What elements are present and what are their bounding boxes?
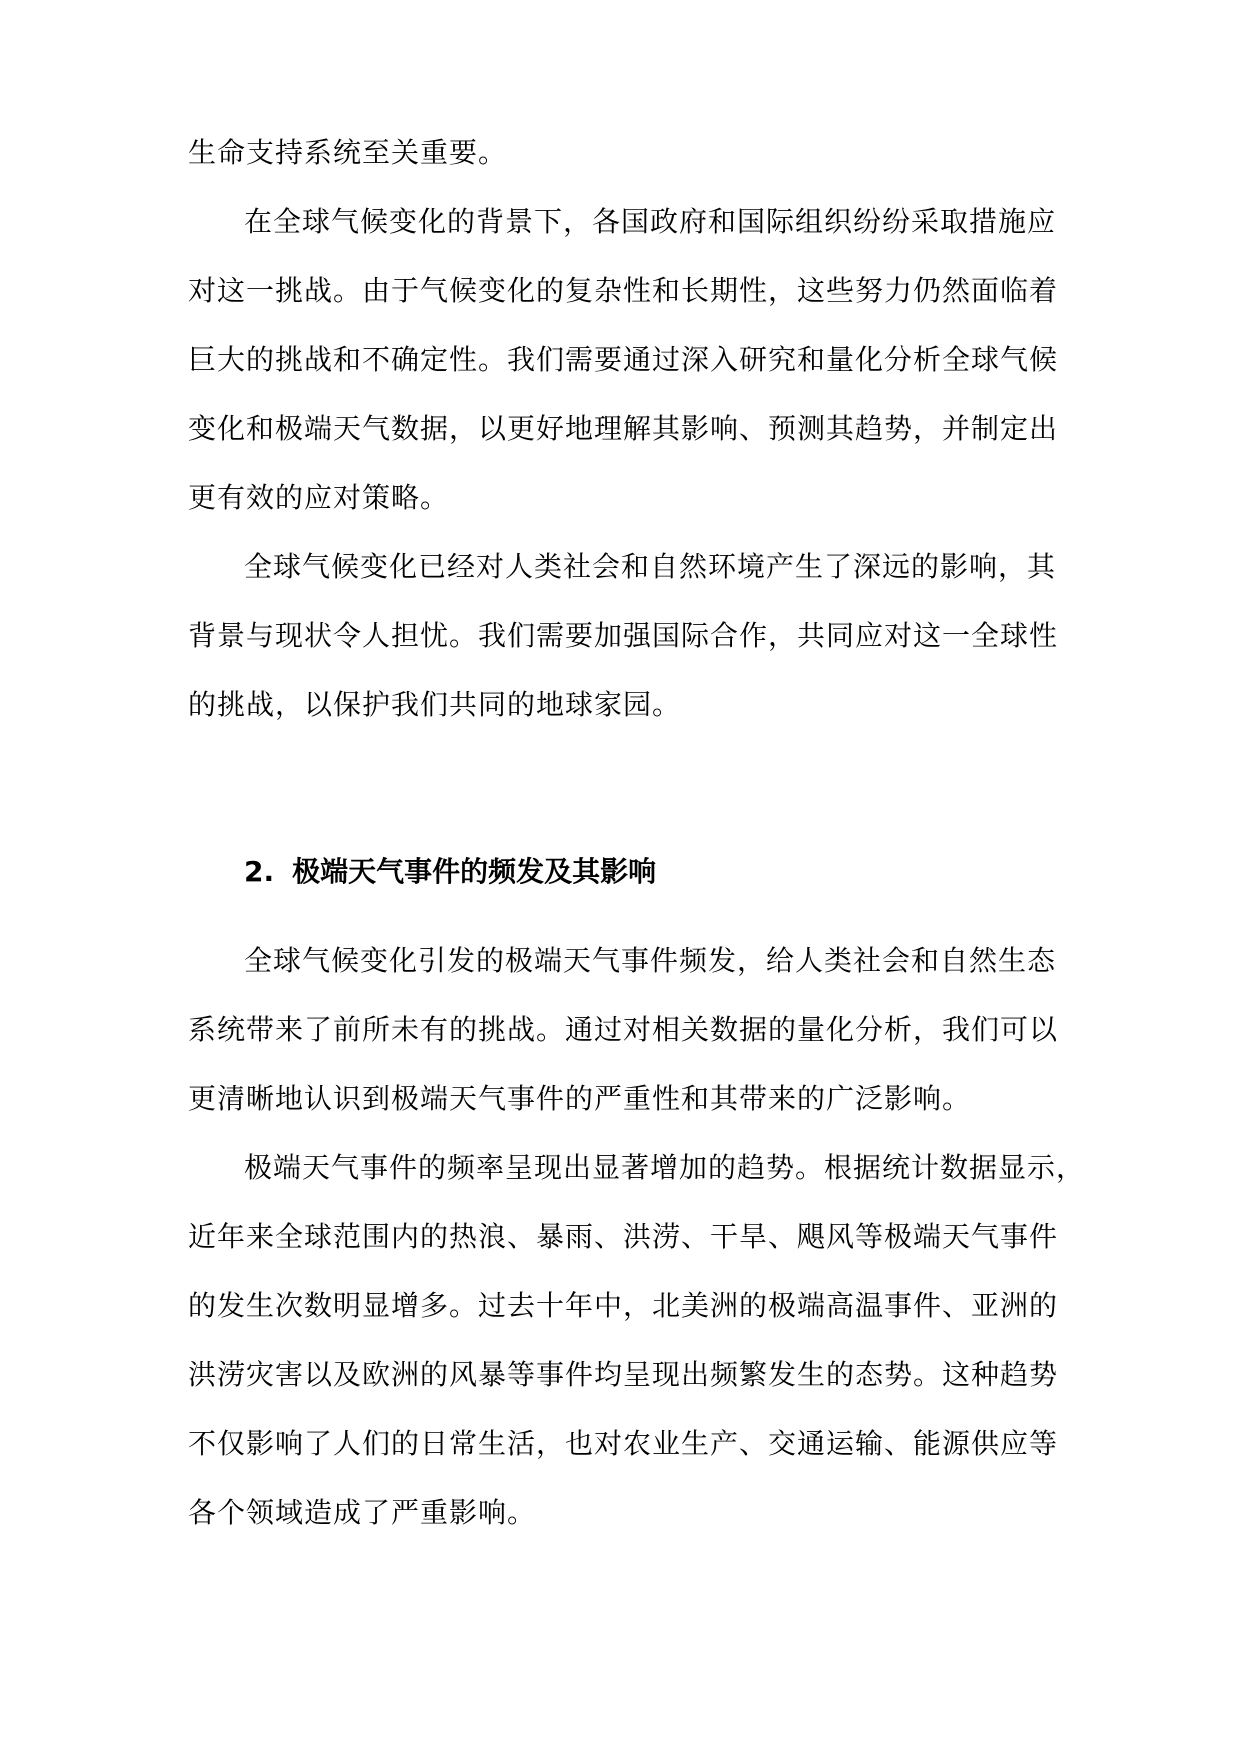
text-line: 背景与现状令人担忧。我们需要加强国际合作，共同应对这一全球性 [188,619,1059,652]
text-line: 极端天气事件的频率呈现出显著增加的趋势。根据统计数据显示， [244,1151,1086,1184]
paragraph-continuation [188,118,1048,187]
text-line: 不仅影响了人们的日常生活，也对农业生产、交通运输、能源供应等 [188,1427,1059,1460]
paragraph-2 [188,532,1059,739]
text-line: 系统带来了前所未有的挑战。通过对相关数据的量化分析，我们可以 [188,1013,1059,1046]
text-line: 洪涝灾害以及欧洲的风暴等事件均呈现出频繁发生的态势。这种趋势 [188,1358,1059,1391]
text-line: 的发生次数明显增多。过去十年中，北美洲的极端高温事件、亚洲的 [188,1289,1059,1322]
text-line: 变化和极端天气数据，以更好地理解其影响、预测其趋势，并制定出 [188,412,1059,445]
text-line: 更清晰地认识到极端天气事件的严重性和其带来的广泛影响。 [188,1082,972,1115]
section-number: 2. [244,855,275,888]
text-line: 生命支持系统至关重要。 [188,136,508,169]
paragraph-3 [188,926,1059,1133]
paragraph-1 [188,187,1059,532]
section-heading [244,852,656,892]
text-line: 对这一挑战。由于气候变化的复杂性和长期性，这些努力仍然面临着 [188,274,1059,307]
text-line: 全球气候变化引发的极端天气事件频发，给人类社会和自然生态 [244,944,1057,977]
text-line: 近年来全球范围内的热浪、暴雨、洪涝、干旱、飓风等极端天气事件 [188,1220,1059,1253]
text-line: 巨大的挑战和不确定性。我们需要通过深入研究和量化分析全球气候 [188,343,1059,376]
text-line: 更有效的应对策略。 [188,481,450,514]
section-title: 极端天气事件的频发及其影响 [292,855,657,888]
text-line: 的挑战，以保护我们共同的地球家园。 [188,688,682,721]
text-line: 全球气候变化已经对人类社会和自然环境产生了深远的影响，其 [244,550,1057,583]
text-line: 各个领域造成了严重影响。 [188,1496,537,1529]
paragraph-4 [188,1133,1086,1547]
text-line: 在全球气候变化的背景下，各国政府和国际组织纷纷采取措施应 [244,205,1057,238]
